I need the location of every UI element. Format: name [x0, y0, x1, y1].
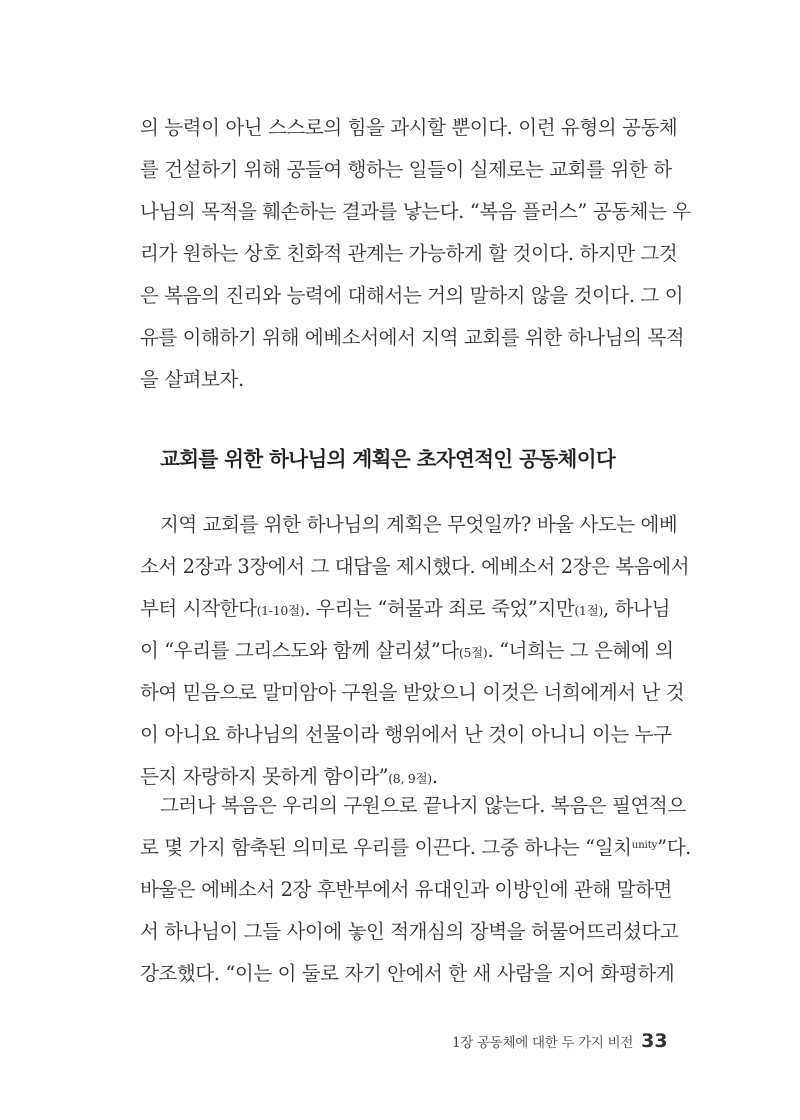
verse-reference: (8, 9절)	[388, 771, 432, 786]
text-line: 서 하나님이 그들 사이에 놓인 적개심의 장벽을 허물어뜨리셨다고	[140, 920, 679, 943]
text-segment: 로 몇 가지 함축된 의미로 우리를 이끈다. 그중 하나는 “일치	[140, 836, 632, 859]
text-line: 이 아니요 하나님의 선물이라 행위에서 난 것이 아니니 이는 누구	[140, 723, 672, 746]
section-heading: 교회를 위한 하나님의 계획은 초자연적인 공동체이다	[160, 447, 616, 471]
text-segment: .	[431, 765, 438, 788]
text-line	[140, 599, 670, 619]
text-segment: 든지 자랑하지 못하게 함이라”	[140, 765, 389, 788]
text-segment: , 하나님	[602, 597, 671, 620]
verse-reference: (1절)	[574, 603, 603, 618]
text-segment: 부터 시작한다	[140, 597, 257, 620]
verse-reference: (5절)	[458, 645, 488, 660]
text-segment: ”다.	[657, 836, 691, 859]
text-line: 바울은 에베소서 2장 후반부에서 유대인과 이방인에 관해 말하면	[140, 878, 672, 901]
text-line: 을 살펴보자.	[140, 368, 244, 391]
verse-reference: (1-10절)	[256, 603, 305, 618]
text-line: 은 복음의 진리와 능력에 대해서는 거의 말하지 않을 것이다. 그 이	[140, 284, 684, 307]
text-line	[140, 767, 438, 787]
superscript-term: unity	[631, 839, 658, 851]
text-line: 강조했다. “이는 이 둘로 자기 안에서 한 새 사람을 지어 화평하게	[140, 962, 675, 985]
text-line: 지역 교회를 위한 하나님의 계획은 무엇일까? 바울 사도는 에베	[160, 513, 678, 536]
text-segment: . 우리는 “허물과 죄로 죽었”지만	[304, 597, 575, 620]
text-line: 유를 이해하기 위해 에베소서에서 지역 교회를 위한 하나님의 목적	[140, 326, 685, 349]
text-line	[140, 836, 691, 859]
text-line: 나님의 목적을 훼손하는 결과를 낳는다. “복음 플러스” 공동체는 우	[140, 200, 691, 223]
text-line: 그러나 복음은 우리의 구원으로 끝나지 않는다. 복음은 필연적으	[160, 794, 686, 817]
text-line: 하여 믿음으로 말미암아 구원을 받았으니 이것은 너희에게서 난 것	[140, 681, 685, 704]
text-line: 의 능력이 아닌 스스로의 힘을 과시할 뿐이다. 이런 유형의 공동체	[140, 116, 678, 139]
text-line: 소서 2장과 3장에서 그 대답을 제시했다. 에베소서 2장은 복음에서	[140, 555, 690, 578]
text-line: 리가 원하는 상호 친화적 관계는 가능하게 할 것이다. 하지만 그것	[140, 242, 678, 265]
text-segment: . “너희는 그 은혜에 의	[487, 639, 674, 662]
page-footer	[452, 1030, 668, 1052]
text-line: 를 건설하기 위해 공들여 행하는 일들이 실제로는 교회를 위한 하	[140, 158, 672, 181]
text-segment: 이 “우리를 그리스도와 함께 살리셨”다	[140, 639, 459, 662]
text-line	[140, 639, 674, 662]
running-footer-chapter: 1장 공동체에 대한 두 가지 비전	[452, 1035, 634, 1051]
page-number: 33	[641, 1030, 668, 1052]
